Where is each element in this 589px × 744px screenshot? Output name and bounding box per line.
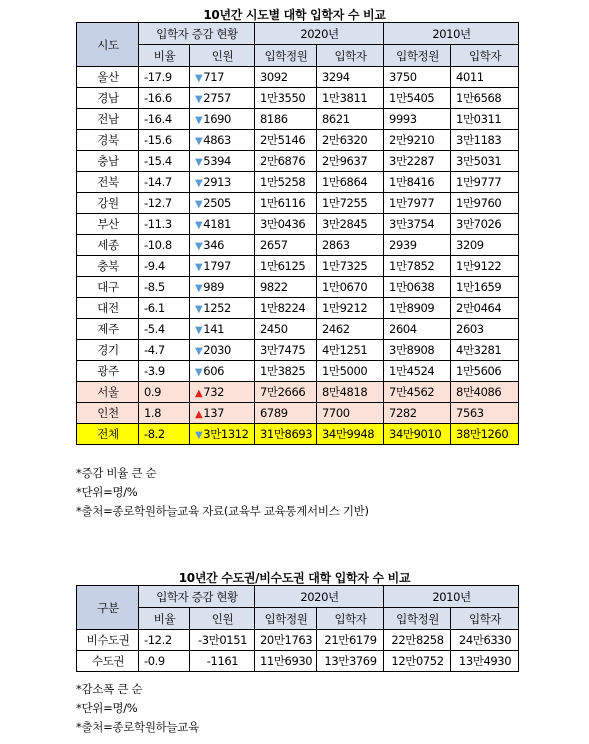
region-name: 울산 (77, 67, 139, 88)
header-region: 시도 (77, 23, 139, 67)
triangle-down-icon: ▼ (195, 73, 203, 84)
region-name: 대전 (77, 298, 139, 319)
table-row (77, 319, 519, 340)
quota-2020: 1만5258 (255, 172, 317, 193)
change-rate: -11.3 (139, 214, 190, 235)
note: *감소폭 큰 순 (76, 682, 143, 696)
quota-2010: 1만7852 (384, 256, 451, 277)
admit-2020: 21만6179 (317, 630, 384, 651)
header-count: 인원 (190, 45, 255, 67)
table-row (77, 67, 519, 88)
region-name: 전남 (77, 109, 139, 130)
admit-2020: 3만2845 (317, 214, 384, 235)
change-count (190, 319, 255, 340)
change-count-value: 732 (203, 385, 225, 399)
triangle-down-icon: ▼ (195, 430, 203, 441)
triangle-down-icon: ▼ (195, 325, 203, 336)
quota-2010: 1만5405 (384, 88, 451, 109)
triangle-down-icon: ▼ (195, 283, 203, 294)
triangle-down-icon: ▼ (195, 367, 203, 378)
quota-2020: 6789 (255, 403, 317, 424)
admit-2010: 8만4086 (451, 382, 519, 403)
header-admit-2020: 입학자 (317, 608, 384, 630)
quota-2010: 1만0638 (384, 277, 451, 298)
table-row (77, 109, 519, 130)
change-count (190, 277, 255, 298)
quota-2020: 1만3825 (255, 361, 317, 382)
quota-2020: 2657 (255, 235, 317, 256)
admit-2020: 1만0670 (317, 277, 384, 298)
change-rate: -4.7 (139, 340, 190, 361)
table-row (77, 235, 519, 256)
change-rate: -12.7 (139, 193, 190, 214)
change-rate: -15.4 (139, 151, 190, 172)
region-name: 강원 (77, 193, 139, 214)
header-rate: 비율 (139, 45, 190, 67)
quota-2020: 1만8224 (255, 298, 317, 319)
table-row (77, 130, 519, 151)
admit-2010: 2603 (451, 319, 519, 340)
note: *단위=명/% (76, 701, 138, 715)
quota-2020: 2만6876 (255, 151, 317, 172)
table-row (77, 172, 519, 193)
quota-2010: 3750 (384, 67, 451, 88)
admit-2010: 7563 (451, 403, 519, 424)
table-row (77, 193, 519, 214)
change-count-value: 5394 (203, 154, 231, 168)
admit-2010: 1만9760 (451, 193, 519, 214)
change-count (190, 298, 255, 319)
triangle-down-icon: ▼ (195, 304, 203, 315)
header-admit-2010: 입학자 (451, 45, 519, 67)
change-count (190, 193, 255, 214)
region-name: 경기 (77, 340, 139, 361)
header-2020: 2020년 (255, 586, 384, 608)
header-change-group: 입학자 증감 현황 (139, 586, 255, 608)
admit-2010: 3만1183 (451, 130, 519, 151)
quota-2010: 7282 (384, 403, 451, 424)
change-rate: -3.9 (139, 361, 190, 382)
region-name: 비수도권 (77, 630, 139, 651)
change-count-value: 2757 (203, 91, 231, 105)
header-quota-2020: 입학정원 (255, 45, 317, 67)
triangle-down-icon: ▼ (195, 241, 203, 252)
table-row (77, 403, 519, 424)
admit-2020: 8621 (317, 109, 384, 130)
change-rate: -8.5 (139, 277, 190, 298)
admit-2020: 4만1251 (317, 340, 384, 361)
change-count (190, 151, 255, 172)
admit-2020: 2863 (317, 235, 384, 256)
admit-2020: 8만4818 (317, 382, 384, 403)
quota-2010: 1만8416 (384, 172, 451, 193)
header-2010: 2010년 (384, 586, 519, 608)
change-count-value: 2913 (203, 175, 231, 189)
table-row (77, 256, 519, 277)
quota-2010: 2만9210 (384, 130, 451, 151)
admit-2010: 3만5031 (451, 151, 519, 172)
table2-title: 10년간 수도권/비수도권 대학 입학자 수 비교 (178, 571, 411, 585)
change-count (190, 340, 255, 361)
change-count-value: 1797 (203, 259, 231, 273)
quota-2010: 34만9010 (384, 424, 451, 445)
change-rate: -12.2 (139, 630, 190, 651)
header-region: 구분 (77, 586, 139, 630)
region-name: 인천 (77, 403, 139, 424)
change-rate: -10.8 (139, 235, 190, 256)
table-row (77, 424, 519, 445)
change-count-value: -3만0151 (197, 633, 248, 647)
quota-2010: 12만0752 (384, 651, 451, 672)
table-row (77, 361, 519, 382)
triangle-down-icon: ▼ (195, 220, 203, 231)
region-name: 충북 (77, 256, 139, 277)
change-count-value: 1690 (203, 112, 231, 126)
admit-2010: 3만7026 (451, 214, 519, 235)
admit-2020: 3294 (317, 67, 384, 88)
region-name: 세종 (77, 235, 139, 256)
table-row (77, 214, 519, 235)
change-count-value: -1161 (206, 654, 239, 668)
quota-2010: 7만4562 (384, 382, 451, 403)
change-rate: -15.6 (139, 130, 190, 151)
header-quota-2020: 입학정원 (255, 608, 317, 630)
header-admit-2020: 입학자 (317, 45, 384, 67)
change-rate: -0.9 (139, 651, 190, 672)
header-2010: 2010년 (384, 23, 519, 45)
admit-2020: 2만9637 (317, 151, 384, 172)
table2-notes (76, 680, 199, 737)
header-rate: 비율 (139, 608, 190, 630)
admit-2010: 1만6568 (451, 88, 519, 109)
quota-2010: 22만8258 (384, 630, 451, 651)
change-count-value: 346 (203, 238, 225, 252)
change-count-value: 4863 (203, 133, 231, 147)
region-name: 전북 (77, 172, 139, 193)
region-name: 광주 (77, 361, 139, 382)
change-count-value: 1252 (203, 301, 231, 315)
region-name: 경남 (77, 88, 139, 109)
admit-2020: 13만3769 (317, 651, 384, 672)
region-admissions-table (76, 22, 519, 445)
quota-2010: 9993 (384, 109, 451, 130)
change-rate: -17.9 (139, 67, 190, 88)
region-name: 수도권 (77, 651, 139, 672)
change-rate: -16.6 (139, 88, 190, 109)
admit-2020: 2만6320 (317, 130, 384, 151)
region-name: 경북 (77, 130, 139, 151)
header-quota-2010: 입학정원 (384, 45, 451, 67)
change-count (190, 235, 255, 256)
admit-2010: 2만0464 (451, 298, 519, 319)
change-rate: 0.9 (139, 382, 190, 403)
quota-2020: 2만5146 (255, 130, 317, 151)
change-count (190, 130, 255, 151)
change-count (190, 651, 255, 672)
change-count (190, 256, 255, 277)
table-row (77, 651, 519, 672)
quota-2020: 3만0436 (255, 214, 317, 235)
admit-2010: 3209 (451, 235, 519, 256)
admit-2020: 1만3811 (317, 88, 384, 109)
change-count-value: 2505 (203, 196, 231, 210)
change-count-value: 2030 (203, 343, 231, 357)
region-name: 충남 (77, 151, 139, 172)
change-rate: -16.4 (139, 109, 190, 130)
admit-2020: 1만9212 (317, 298, 384, 319)
table1-notes (76, 464, 369, 521)
admit-2020: 1만5000 (317, 361, 384, 382)
quota-2020: 31만8693 (255, 424, 317, 445)
region-name: 서울 (77, 382, 139, 403)
note: *단위=명/% (76, 485, 138, 499)
change-count (190, 424, 255, 445)
change-count-value: 137 (203, 406, 225, 420)
quota-2020: 9822 (255, 277, 317, 298)
capital-area-admissions-table (76, 585, 519, 672)
admit-2010: 4011 (451, 67, 519, 88)
change-count (190, 67, 255, 88)
table-row (77, 340, 519, 361)
change-count (190, 214, 255, 235)
quota-2020: 3092 (255, 67, 317, 88)
quota-2010: 3만2287 (384, 151, 451, 172)
region-name: 전체 (77, 424, 139, 445)
quota-2020: 11만6930 (255, 651, 317, 672)
change-count (190, 630, 255, 651)
change-count (190, 88, 255, 109)
change-count-value: 606 (203, 364, 225, 378)
change-count-value: 717 (203, 70, 225, 84)
table-row (77, 277, 519, 298)
quota-2020: 2450 (255, 319, 317, 340)
header-change-group: 입학자 증감 현황 (139, 23, 255, 45)
triangle-up-icon: ▲ (195, 409, 203, 420)
admit-2010: 1만0311 (451, 109, 519, 130)
quota-2020: 1만6116 (255, 193, 317, 214)
quota-2020: 3만7475 (255, 340, 317, 361)
header-quota-2010: 입학정원 (384, 608, 451, 630)
admit-2010: 1만5606 (451, 361, 519, 382)
header-2020: 2020년 (255, 23, 384, 45)
table-row (77, 88, 519, 109)
table1-body (77, 67, 519, 445)
note: *출처=종로학원하늘교육 자료(교육부 교육통계서비스 기반) (76, 504, 369, 518)
change-count (190, 361, 255, 382)
triangle-down-icon: ▼ (195, 346, 203, 357)
admit-2020: 1만7255 (317, 193, 384, 214)
change-count-value: 989 (203, 280, 225, 294)
quota-2020: 1만3550 (255, 88, 317, 109)
change-count-value: 4181 (203, 217, 231, 231)
region-name: 제주 (77, 319, 139, 340)
admit-2020: 1만6864 (317, 172, 384, 193)
admit-2010: 38만1260 (451, 424, 519, 445)
admit-2020: 7700 (317, 403, 384, 424)
quota-2010: 3만3754 (384, 214, 451, 235)
quota-2020: 1만6125 (255, 256, 317, 277)
change-count-value: 3만1312 (203, 427, 249, 441)
admit-2010: 1만9122 (451, 256, 519, 277)
note: *출처=종로학원하늘교육 (76, 720, 199, 734)
quota-2010: 3만8908 (384, 340, 451, 361)
header-admit-2010: 입학자 (451, 608, 519, 630)
change-count-value: 141 (203, 322, 225, 336)
change-rate: -9.4 (139, 256, 190, 277)
change-count (190, 382, 255, 403)
table-row (77, 151, 519, 172)
triangle-up-icon: ▲ (195, 388, 203, 399)
region-name: 대구 (77, 277, 139, 298)
change-rate: -5.4 (139, 319, 190, 340)
triangle-down-icon: ▼ (195, 178, 203, 189)
change-count (190, 172, 255, 193)
change-rate: -14.7 (139, 172, 190, 193)
change-rate: -6.1 (139, 298, 190, 319)
admit-2010: 13만4930 (451, 651, 519, 672)
change-rate: -8.2 (139, 424, 190, 445)
quota-2020: 8186 (255, 109, 317, 130)
admit-2020: 1만7325 (317, 256, 384, 277)
change-rate: 1.8 (139, 403, 190, 424)
table2-body (77, 630, 519, 672)
quota-2010: 2939 (384, 235, 451, 256)
triangle-down-icon: ▼ (195, 157, 203, 168)
admit-2020: 2462 (317, 319, 384, 340)
admit-2010: 4만3281 (451, 340, 519, 361)
table-row (77, 630, 519, 651)
admit-2010: 1만9777 (451, 172, 519, 193)
region-name: 부산 (77, 214, 139, 235)
triangle-down-icon: ▼ (195, 136, 203, 147)
triangle-down-icon: ▼ (195, 94, 203, 105)
quota-2010: 1만4524 (384, 361, 451, 382)
admit-2020: 34만9948 (317, 424, 384, 445)
triangle-down-icon: ▼ (195, 262, 203, 273)
triangle-down-icon: ▼ (195, 199, 203, 210)
quota-2010: 1만8909 (384, 298, 451, 319)
quota-2020: 7만2666 (255, 382, 317, 403)
table1-title: 10년간 시도별 대학 입학자 수 비교 (203, 8, 386, 22)
admit-2010: 1만1659 (451, 277, 519, 298)
note: *증감 비율 큰 순 (76, 466, 157, 480)
admit-2010: 24만6330 (451, 630, 519, 651)
table-row (77, 298, 519, 319)
change-count (190, 403, 255, 424)
quota-2010: 2604 (384, 319, 451, 340)
change-count (190, 109, 255, 130)
quota-2020: 20만1763 (255, 630, 317, 651)
triangle-down-icon: ▼ (195, 115, 203, 126)
table-row (77, 382, 519, 403)
header-count: 인원 (190, 608, 255, 630)
quota-2010: 1만7977 (384, 193, 451, 214)
